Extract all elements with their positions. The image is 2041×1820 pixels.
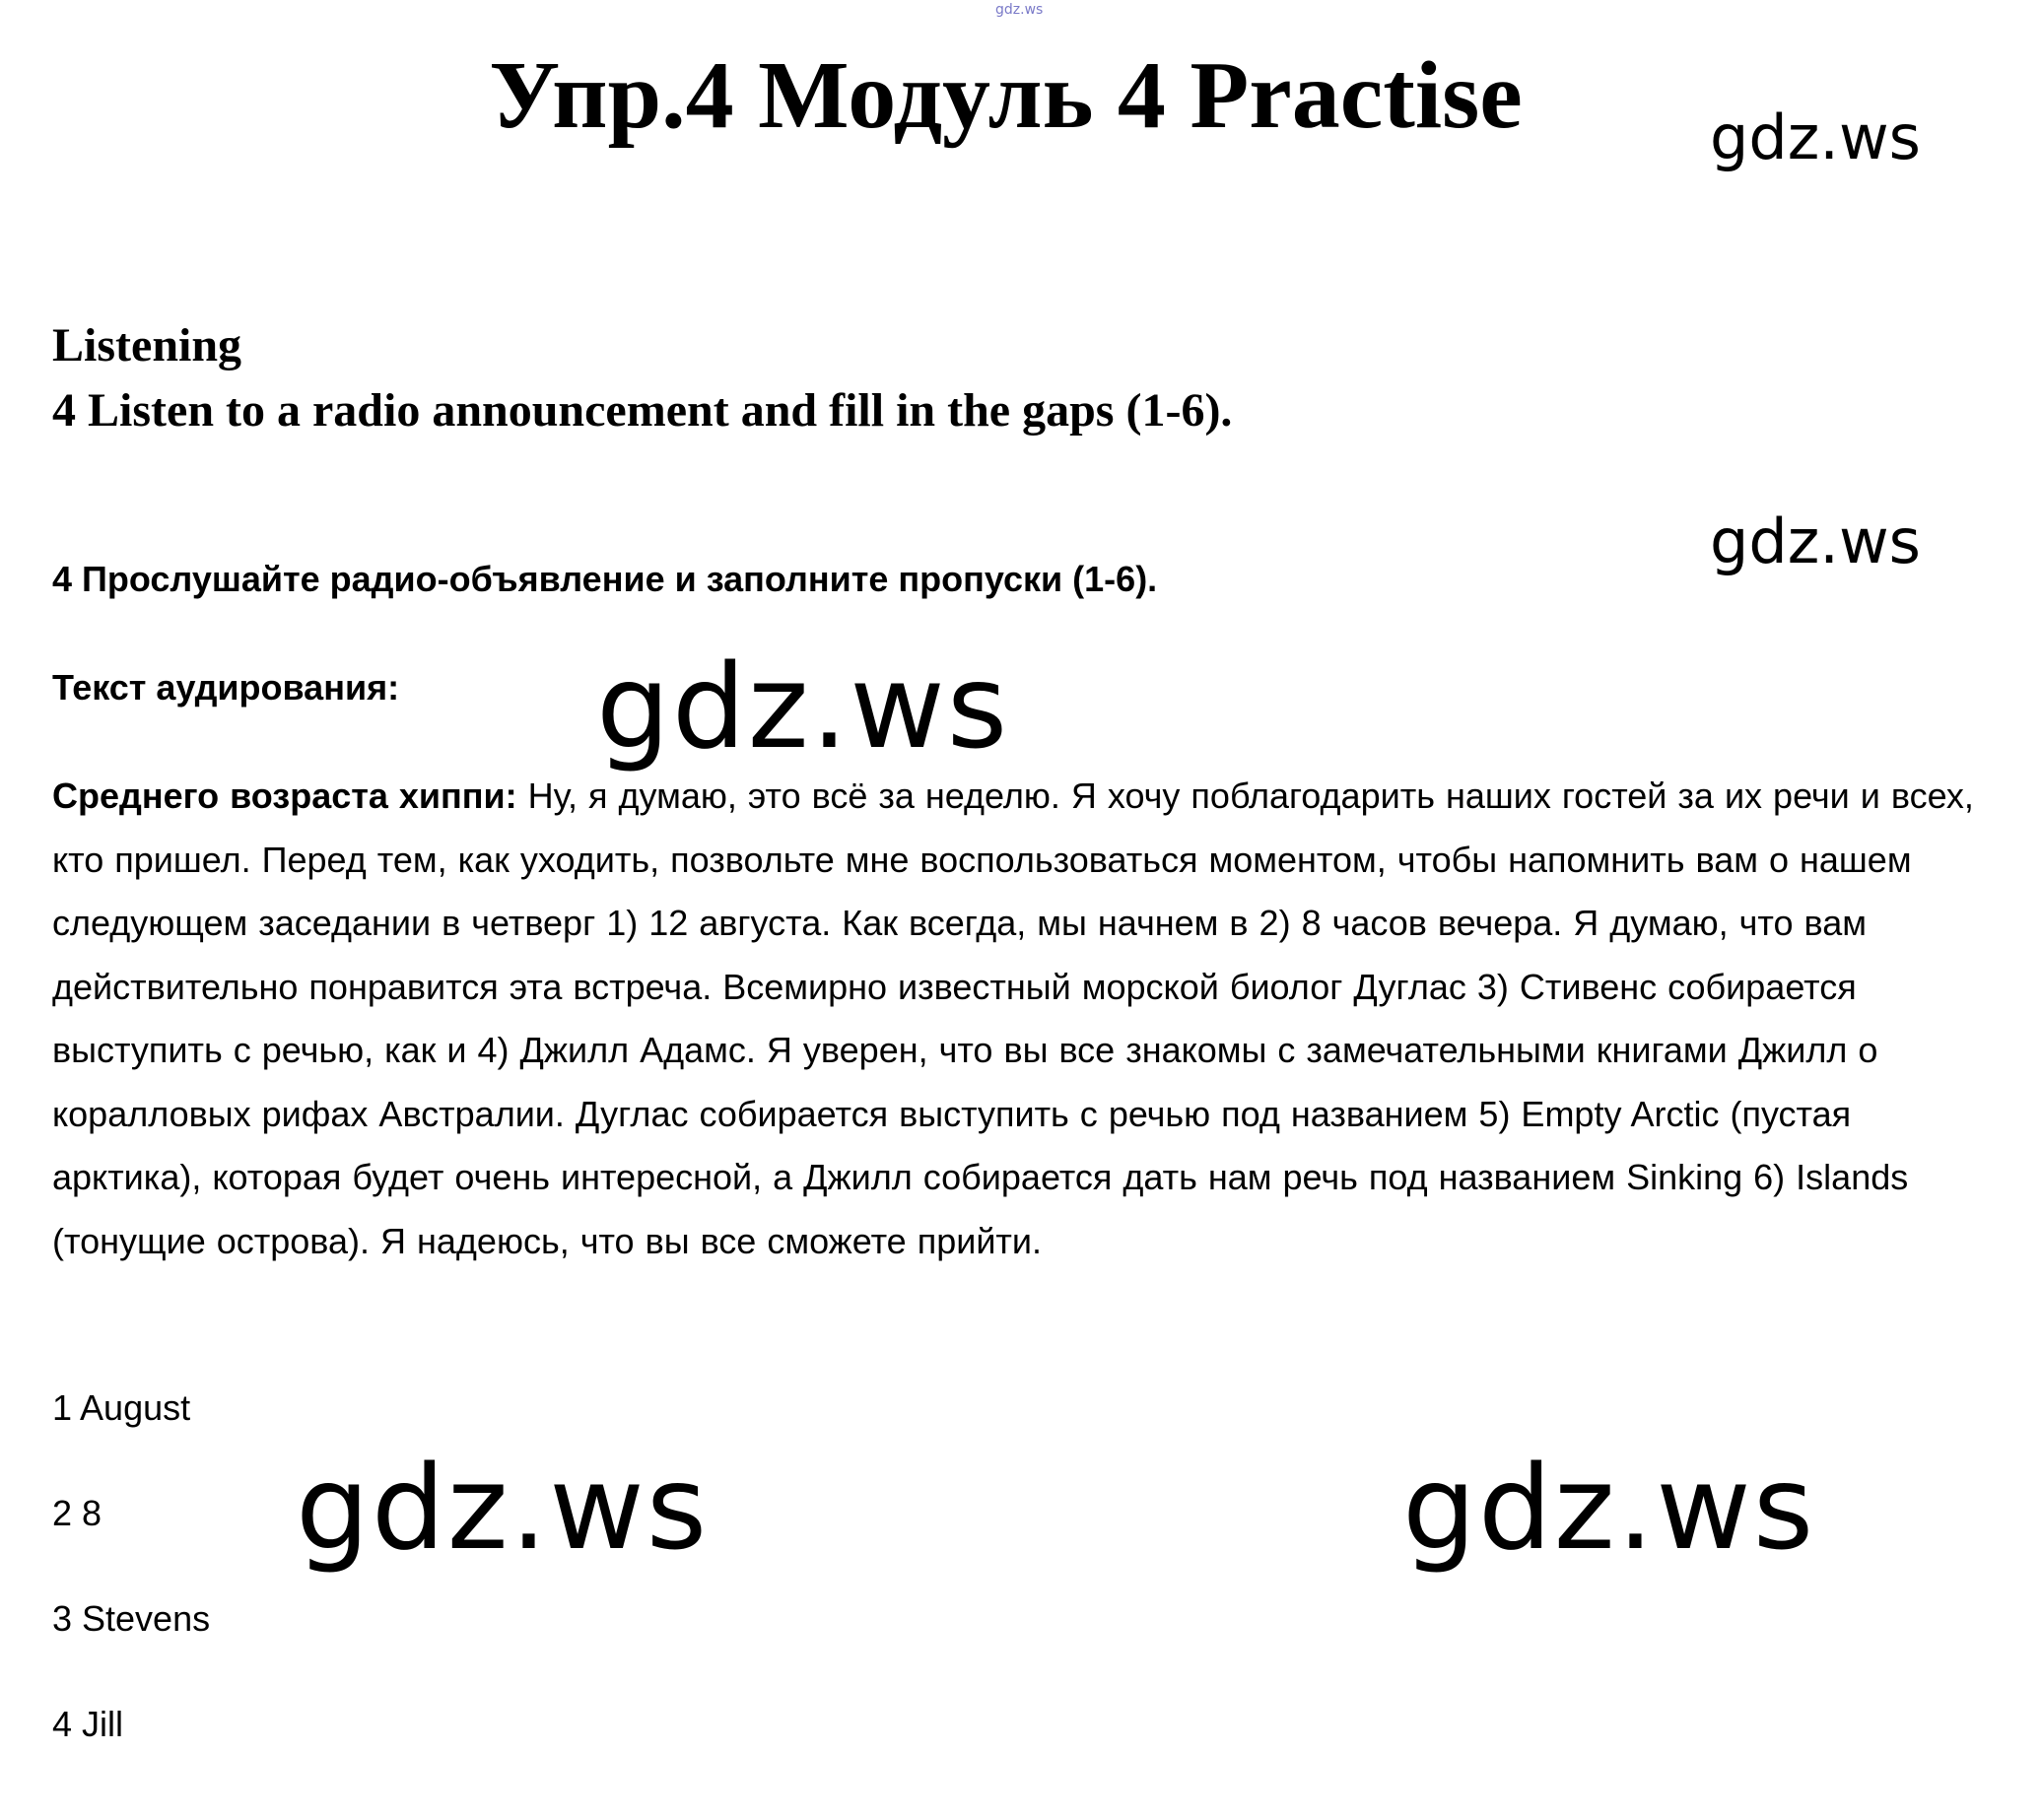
watermark-top-right: gdz.ws [1710, 101, 1921, 173]
task-instruction-ru: 4 Прослушайте радио-объявление и заполните пропуски (1-6). [52, 559, 1158, 599]
section-heading: Listening [52, 319, 242, 371]
task-instruction-en: 4 Listen to a radio announcement and fill in the gaps (1-6). [52, 384, 1233, 437]
watermark-middle-right: gdz.ws [1710, 506, 1921, 577]
watermark-large-bottom-right: gdz.ws [1402, 1440, 1816, 1576]
top-watermark: gdz.ws [995, 2, 1044, 18]
watermark-large-bottom-left: gdz.ws [296, 1440, 710, 1576]
transcript-label: Текст аудирования: [52, 667, 400, 708]
answer-item: 4 Jill [52, 1704, 124, 1744]
page-title: Упр.4 Модуль 4 Practise [489, 42, 1523, 149]
speaker-label: Среднего возраста хиппи: [52, 775, 517, 816]
answer-item: 2 8 [52, 1493, 102, 1533]
transcript-text: Ну, я думаю, это всё за неделю. Я хочу поблагодарить наших гостей за их речи и всех, кто пришел. Перед тем, как уходить, позвольте мне воспользоваться моментом, чтобы напомнить вам о нашем следующем заседании в четверг 1) 12 августа. Как всегда, мы начнем в 2) 8 часов вечера. Я думаю, что вам действительно понравится эта встреча. Всемирно известный морской биолог Дуглас 3) Стивенс собирается выступить с речью, как и 4) Джилл Адамс. Я уверен, что вы все знакомы с замечательными книгами Джилл о коралловых рифах Австралии. Дуглас собирается выступить с речью под названием 5) Empty Arctic (пустая арктика), которая будет очень интересной, а Джилл собирается дать нам речь под названием Sinking 6) Islands (тонущие острова). Я надеюсь, что вы все сможете прийти. [52, 775, 1974, 1261]
answer-item: 3 Stevens [52, 1598, 211, 1639]
answer-item: 1 August [52, 1387, 191, 1428]
transcript-paragraph [52, 765, 2004, 1273]
watermark-large-center: gdz.ws [596, 639, 1010, 775]
